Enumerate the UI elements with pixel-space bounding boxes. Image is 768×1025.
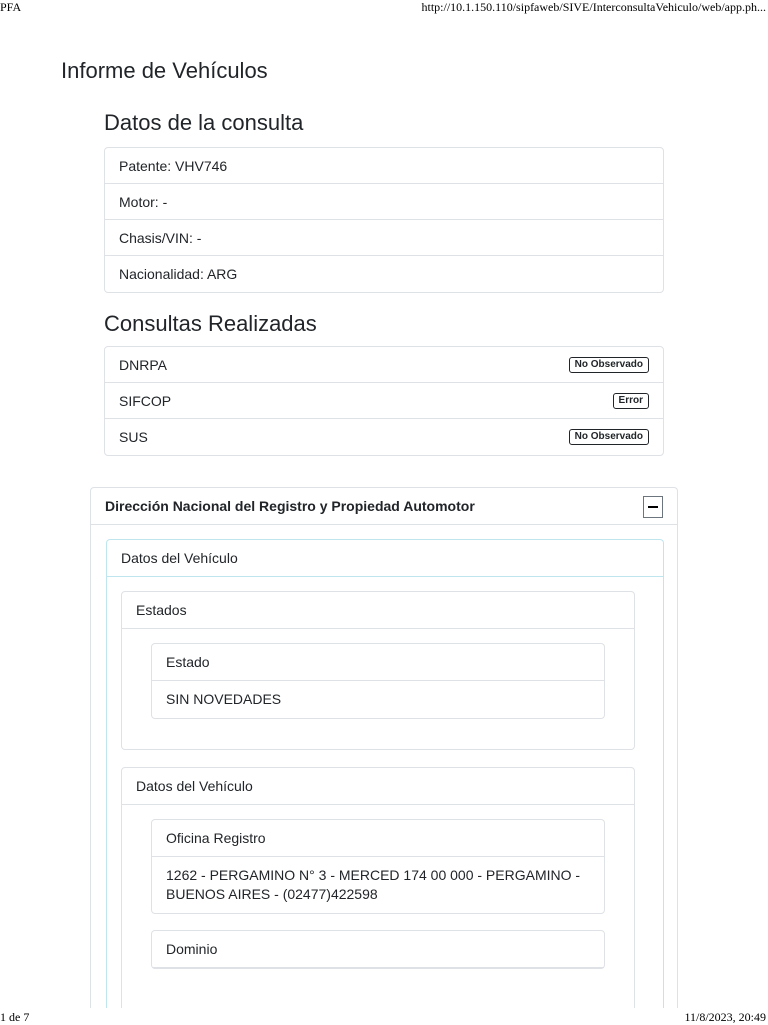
consulta-nacionalidad [105,256,663,292]
page-number: 1 de 7 [0,1010,30,1024]
oficina-registro-label: Oficina Registro [152,820,604,857]
print-header-url: http://10.1.150.110/sipfaweb/SIVE/InterconsultaVehiculo/web/app.ph... [421,0,766,14]
dnrpa-card-header[interactable] [91,488,677,525]
datos-vehiculo-card [121,767,635,1008]
print-header-left: PFA [0,0,22,14]
status-badge: Error [613,393,649,409]
dominio-label: Dominio [152,931,604,968]
oficina-registro-item [151,819,605,914]
consultas-realizadas-list [104,346,664,456]
estados-card [121,591,635,750]
status-badge: No Observado [569,429,649,445]
datos-consulta-list [104,147,664,293]
datos-vehiculo-panel-header: Datos del Vehículo [107,540,663,577]
consulta-nacionalidad-text: Nacionalidad: ARG [119,266,238,282]
estado-value: SIN NOVEDADES [166,691,282,707]
consulta-motor [105,184,663,220]
dominio-item [151,930,605,969]
consulta-chasis-text: Chasis/VIN: - [119,229,202,246]
consultas-realizadas-title: Consultas Realizadas [104,311,317,336]
status-badge: No Observado [569,357,649,373]
consulta-patente-text: Patente: VHV746 [119,157,228,174]
consulta-dnrpa-name: DNRPA [119,356,167,373]
consulta-sus [105,419,663,455]
page-title: Informe de Vehículos [61,58,268,83]
consulta-sifcop-name: SIFCOP [119,392,172,409]
collapse-button[interactable] [643,496,663,518]
consulta-sifcop [105,383,663,419]
consulta-motor-text: Motor: - [119,193,168,210]
oficina-registro-line1: 1262 - PERGAMINO N° 3 - MERCED 174 00 000 - PERGAMINO - [166,867,581,883]
print-timestamp: 11/8/2023, 20:49 [684,1010,766,1024]
minus-icon [648,506,658,508]
estado-label: Estado [152,644,604,681]
consulta-patente [105,148,663,184]
print-footer [0,1010,768,1024]
datos-vehiculo-card-header: Datos del Vehículo [122,768,634,805]
estado-item [151,643,605,719]
estados-card-header: Estados [122,592,634,629]
oficina-registro-line2: BUENOS AIRES - (02477)422598 [166,886,378,902]
datos-consulta-title: Datos de la consulta [104,110,304,135]
dnrpa-card [90,487,678,1008]
print-header [0,0,768,16]
datos-vehiculo-panel [106,539,664,1008]
dnrpa-card-title: Dirección Nacional del Registro y Propiedad Automotor [105,498,475,514]
consulta-chasis [105,220,663,256]
oficina-registro-value [152,857,604,913]
consulta-dnrpa [105,347,663,383]
consulta-sus-name: SUS [119,429,148,445]
